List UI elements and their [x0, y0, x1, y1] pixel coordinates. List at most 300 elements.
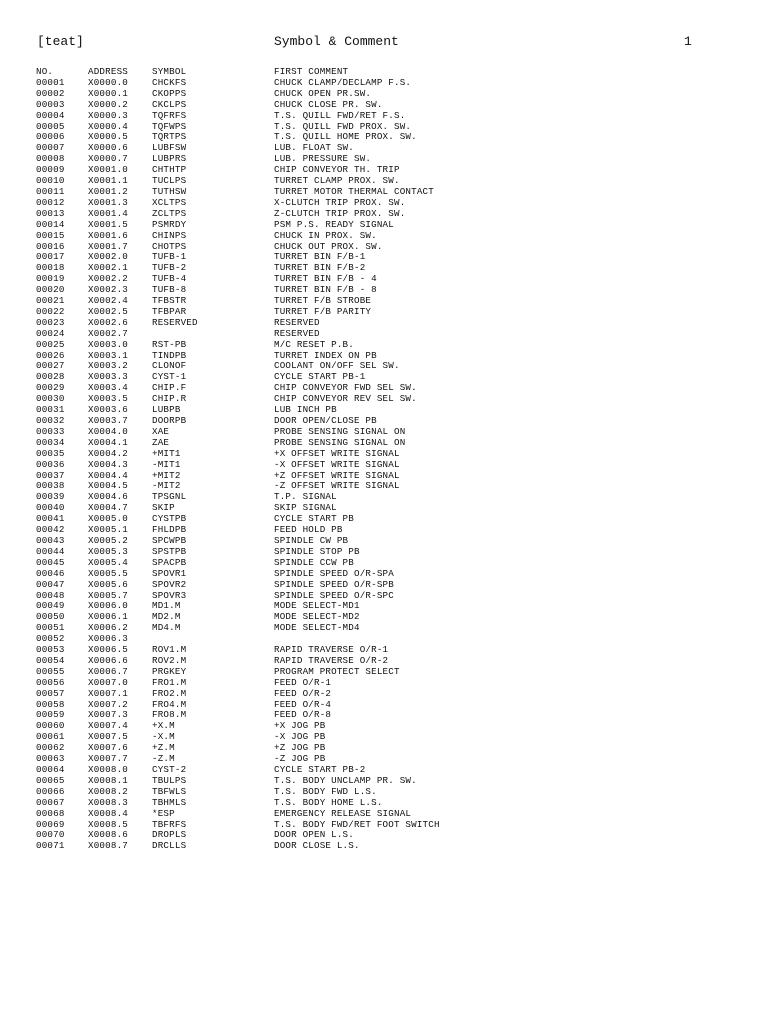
row-comment: RESERVED — [274, 317, 320, 328]
row-address: X0007.6 — [88, 743, 128, 754]
row-comment: TURRET INDEX ON PB — [274, 350, 377, 361]
table-row — [36, 220, 564, 231]
row-comment: RAPID TRAVERSE O/R-1 — [274, 645, 389, 656]
symbol-table — [36, 67, 564, 852]
row-address: X0001.3 — [88, 197, 128, 208]
row-address: X0001.4 — [88, 208, 128, 219]
row-address: X0002.6 — [88, 317, 128, 328]
row-comment: EMERGENCY RELEASE SIGNAL — [274, 808, 412, 819]
row-address: X0006.3 — [88, 634, 128, 645]
table-row — [36, 645, 564, 656]
table-row — [36, 612, 564, 623]
row-symbol: TUFB-1 — [152, 252, 187, 263]
row-address: X0003.6 — [88, 405, 128, 416]
row-symbol: SPOVR3 — [152, 590, 187, 601]
row-symbol: DRCLLS — [152, 841, 187, 852]
row-comment: DOOR OPEN L.S. — [274, 830, 354, 841]
table-row — [36, 143, 564, 154]
row-number: 00055 — [36, 666, 65, 677]
row-symbol: PRGKEY — [152, 666, 187, 677]
row-address: X0002.2 — [88, 274, 128, 285]
row-symbol: DROPLS — [152, 830, 187, 841]
row-comment: TURRET BIN F/B-2 — [274, 263, 366, 274]
table-row — [36, 492, 564, 503]
row-number: 00019 — [36, 274, 65, 285]
row-address: X0004.3 — [88, 459, 128, 470]
row-number: 00056 — [36, 677, 65, 688]
row-comment: LUB INCH PB — [274, 405, 337, 416]
row-comment: TURRET BIN F/B - 8 — [274, 285, 377, 296]
row-comment: CYCLE START PB-2 — [274, 765, 366, 775]
row-comment: TURRET F/B STROBE — [274, 296, 372, 307]
table-row — [36, 634, 564, 645]
row-comment: CHUCK IN PROX. SW. — [274, 230, 377, 241]
row-symbol: XCLTPS — [152, 197, 187, 208]
row-comment: TURRET CLAMP PROX. SW. — [274, 176, 400, 187]
table-row — [36, 776, 564, 787]
row-comment: FEED O/R-8 — [274, 710, 332, 721]
row-number: 00069 — [36, 819, 65, 830]
row-address: X0003.5 — [88, 394, 128, 405]
row-symbol: -MIT1 — [152, 459, 181, 470]
row-number: 00015 — [36, 230, 65, 241]
row-comment: SKIP SIGNAL — [274, 503, 337, 514]
row-comment: T.S. BODY UNCLAMP PR. SW. — [274, 775, 417, 786]
row-number: 00032 — [36, 416, 65, 426]
row-number: 00043 — [36, 535, 65, 546]
row-address: X0004.0 — [88, 426, 128, 437]
row-comment: SPINDLE SPEED O/R-SPA — [274, 568, 394, 579]
row-address: X0002.4 — [88, 296, 128, 307]
row-number: 00051 — [36, 623, 65, 634]
row-symbol: CKOPPS — [152, 88, 187, 99]
row-symbol: CHOTPS — [152, 241, 187, 252]
table-row — [36, 351, 564, 362]
row-comment: T.P. SIGNAL — [274, 492, 337, 503]
row-comment: CHUCK CLOSE PR. SW. — [274, 99, 383, 110]
row-symbol: CYSTPB — [152, 514, 187, 525]
row-symbol: MD4.M — [152, 623, 181, 634]
table-row — [36, 765, 564, 776]
row-comment: T.S. QUILL FWD PROX. SW. — [274, 121, 412, 132]
row-symbol: CHIP.F — [152, 383, 187, 394]
row-address: X0007.7 — [88, 754, 128, 765]
table-row — [36, 471, 564, 482]
row-number: 00001 — [36, 77, 65, 88]
row-address: X0008.5 — [88, 819, 128, 830]
row-symbol: RST-PB — [152, 339, 187, 350]
row-number: 00054 — [36, 655, 65, 666]
row-number: 00037 — [36, 470, 65, 481]
row-number: 00066 — [36, 786, 65, 797]
row-number: 00022 — [36, 306, 65, 317]
table-row — [36, 89, 564, 100]
row-address: X0002.1 — [88, 263, 128, 274]
row-address: X0007.3 — [88, 710, 128, 721]
row-address: X0005.0 — [88, 514, 128, 525]
table-row — [36, 187, 564, 198]
row-number: 00009 — [36, 165, 65, 176]
row-symbol: +X.M — [152, 721, 175, 732]
row-address: X0001.2 — [88, 186, 128, 197]
row-comment: FEED O/R-4 — [274, 699, 332, 710]
table-row — [36, 558, 564, 569]
row-symbol: CHINPS — [152, 230, 187, 241]
row-comment: CHIP CONVEYOR TH. TRIP — [274, 165, 400, 176]
row-address: X0006.2 — [88, 623, 128, 634]
row-symbol: FRO4.M — [152, 699, 187, 710]
row-number: 00047 — [36, 579, 65, 590]
row-address: X0002.0 — [88, 252, 128, 263]
row-symbol: TQRTPS — [152, 132, 187, 143]
row-comment: +Z JOG PB — [274, 743, 326, 754]
table-row — [36, 591, 564, 602]
row-comment: MODE SELECT-MD2 — [274, 612, 360, 623]
row-comment: PSM P.S. READY SIGNAL — [274, 219, 394, 230]
row-comment: +X JOG PB — [274, 721, 326, 732]
row-symbol: TUFB-2 — [152, 263, 187, 274]
table-row — [36, 787, 564, 798]
row-address: X0003.3 — [88, 372, 128, 383]
row-comment: -Z JOG PB — [274, 754, 326, 765]
table-row — [36, 252, 564, 263]
row-address: X0008.0 — [88, 765, 128, 775]
row-comment: T.S. QUILL FWD/RET F.S. — [274, 110, 406, 121]
table-row — [36, 525, 564, 536]
row-number: 00018 — [36, 263, 65, 274]
row-address: X0000.0 — [88, 77, 128, 88]
table-body — [36, 78, 564, 852]
row-symbol: MD2.M — [152, 612, 181, 623]
table-row — [36, 78, 564, 89]
row-number: 00024 — [36, 328, 65, 339]
row-address: X0003.4 — [88, 383, 128, 394]
row-comment: T.S. BODY HOME L.S. — [274, 797, 383, 808]
row-number: 00045 — [36, 557, 65, 568]
row-comment: CHIP CONVEYOR FWD SEL SW. — [274, 383, 417, 394]
row-comment: TURRET BIN F/B - 4 — [274, 274, 377, 285]
row-address: X0001.6 — [88, 230, 128, 241]
row-symbol: TBFRFS — [152, 819, 187, 830]
row-comment: COOLANT ON/OFF SEL SW. — [274, 361, 400, 372]
row-symbol: MD1.M — [152, 601, 181, 612]
row-symbol: SPSTPB — [152, 546, 187, 557]
table-row — [36, 460, 564, 471]
table-header-row — [36, 67, 564, 78]
row-symbol: LUBPRS — [152, 154, 187, 165]
row-comment: SPINDLE SPEED O/R-SPB — [274, 579, 394, 590]
row-address: X0005.7 — [88, 590, 128, 601]
row-comment: DOOR OPEN/CLOSE PB — [274, 416, 377, 426]
row-symbol: -MIT2 — [152, 481, 181, 492]
row-symbol: FRO1.M — [152, 677, 187, 688]
row-comment: FEED O/R-1 — [274, 677, 332, 688]
row-address: X0004.7 — [88, 503, 128, 514]
row-number: 00007 — [36, 143, 65, 154]
row-address: X0004.5 — [88, 481, 128, 492]
row-number: 00067 — [36, 797, 65, 808]
row-comment: CHUCK OPEN PR.SW. — [274, 88, 372, 99]
row-number: 00070 — [36, 830, 65, 841]
row-address: X0005.2 — [88, 535, 128, 546]
row-comment: TURRET BIN F/B-1 — [274, 252, 366, 263]
row-address: X0007.1 — [88, 688, 128, 699]
row-number: 00020 — [36, 285, 65, 296]
table-row — [36, 721, 564, 732]
table-row — [36, 263, 564, 274]
table-row — [36, 285, 564, 296]
row-comment: PROBE SENSING SIGNAL ON — [274, 437, 406, 448]
row-symbol: ROV1.M — [152, 645, 187, 656]
table-row — [36, 394, 564, 405]
row-address: X0006.6 — [88, 655, 128, 666]
table-row — [36, 122, 564, 133]
row-symbol: TFBPAR — [152, 306, 187, 317]
row-comment: PROGRAM PROTECT SELECT — [274, 666, 400, 677]
row-address: X0008.1 — [88, 775, 128, 786]
row-address: X0004.4 — [88, 470, 128, 481]
row-symbol: XAE — [152, 426, 170, 437]
row-symbol: TFBSTR — [152, 296, 187, 307]
row-symbol: SPACPB — [152, 557, 187, 568]
row-comment: -Z OFFSET WRITE SIGNAL — [274, 481, 400, 492]
table-row — [36, 307, 564, 318]
file-name: [teat] — [37, 34, 84, 49]
row-symbol: TBULPS — [152, 775, 187, 786]
table-row — [36, 830, 564, 841]
table-row — [36, 405, 564, 416]
row-number: 00017 — [36, 252, 65, 263]
table-row — [36, 154, 564, 165]
row-number: 00039 — [36, 492, 65, 503]
table-row — [36, 438, 564, 449]
row-symbol: TBHMLS — [152, 797, 187, 808]
row-symbol: CHTHTP — [152, 165, 187, 176]
row-address: X0008.6 — [88, 830, 128, 841]
row-symbol: FRO8.M — [152, 710, 187, 721]
row-symbol: FRO2.M — [152, 688, 187, 699]
row-comment: T.S. BODY FWD/RET FOOT SWITCH — [274, 819, 440, 830]
row-number: 00026 — [36, 350, 65, 361]
table-row — [36, 667, 564, 678]
row-address: X0004.1 — [88, 437, 128, 448]
row-number: 00059 — [36, 710, 65, 721]
table-row — [36, 547, 564, 558]
row-address: X0000.4 — [88, 121, 128, 132]
row-symbol: TUFB-8 — [152, 285, 187, 296]
row-number: 00058 — [36, 699, 65, 710]
column-header-comment: FIRST COMMENT — [274, 67, 349, 77]
row-number: 00060 — [36, 721, 65, 732]
row-comment: LUB. FLOAT SW. — [274, 143, 354, 154]
row-symbol: TBFWLS — [152, 786, 187, 797]
row-symbol: TPSGNL — [152, 492, 187, 503]
row-symbol: PSMRDY — [152, 219, 187, 230]
row-number: 00004 — [36, 110, 65, 121]
row-address: X0003.1 — [88, 350, 128, 361]
table-row — [36, 754, 564, 765]
page-number: 1 — [684, 34, 692, 49]
row-address: X0004.2 — [88, 448, 128, 459]
row-address: X0001.5 — [88, 219, 128, 230]
row-number: 00029 — [36, 383, 65, 394]
row-comment: -X OFFSET WRITE SIGNAL — [274, 459, 400, 470]
row-comment: SPINDLE SPEED O/R-SPC — [274, 590, 394, 601]
row-symbol: CLONOF — [152, 361, 187, 372]
table-row — [36, 372, 564, 383]
table-row — [36, 580, 564, 591]
row-number: 00040 — [36, 503, 65, 514]
row-number: 00038 — [36, 481, 65, 492]
row-number: 00021 — [36, 296, 65, 307]
page-title: Symbol & Comment — [274, 34, 399, 49]
page-header — [0, 0, 768, 60]
row-symbol: +Z.M — [152, 743, 175, 754]
row-address: X0005.1 — [88, 525, 128, 536]
row-symbol: SPCWPB — [152, 535, 187, 546]
row-number: 00053 — [36, 645, 65, 656]
row-comment: RAPID TRAVERSE O/R-2 — [274, 655, 389, 666]
column-header-symbol: SYMBOL — [152, 67, 187, 77]
row-address: X0005.6 — [88, 579, 128, 590]
row-number: 00046 — [36, 568, 65, 579]
row-number: 00005 — [36, 121, 65, 132]
row-number: 00023 — [36, 317, 65, 328]
row-number: 00030 — [36, 394, 65, 405]
row-comment: TURRET MOTOR THERMAL CONTACT — [274, 186, 434, 197]
row-number: 00025 — [36, 339, 65, 350]
row-symbol: *ESP — [152, 808, 175, 819]
row-number: 00035 — [36, 448, 65, 459]
row-symbol: CYST-1 — [152, 372, 187, 383]
row-comment: DOOR CLOSE L.S. — [274, 841, 360, 852]
row-number: 00052 — [36, 634, 65, 645]
row-symbol: TUCLPS — [152, 176, 187, 187]
row-address: X0001.1 — [88, 176, 128, 187]
row-number: 00011 — [36, 186, 65, 197]
table-row — [36, 689, 564, 700]
row-address: X0005.4 — [88, 557, 128, 568]
row-comment: +X OFFSET WRITE SIGNAL — [274, 448, 400, 459]
row-address: X0000.3 — [88, 110, 128, 121]
row-comment: CHUCK OUT PROX. SW. — [274, 241, 383, 252]
row-comment: CYCLE START PB-1 — [274, 372, 366, 383]
row-address: X0000.1 — [88, 88, 128, 99]
row-address: X0004.6 — [88, 492, 128, 503]
row-comment: CHIP CONVEYOR REV SEL SW. — [274, 394, 417, 405]
table-row — [36, 176, 564, 187]
row-address: X0007.2 — [88, 699, 128, 710]
table-row — [36, 231, 564, 242]
row-comment: T.S. QUILL HOME PROX. SW. — [274, 132, 417, 143]
row-comment: SPINDLE CCW PB — [274, 557, 354, 568]
table-row — [36, 503, 564, 514]
row-symbol: LUBFSW — [152, 143, 187, 154]
row-comment: TURRET F/B PARITY — [274, 306, 372, 317]
row-comment: MODE SELECT-MD1 — [274, 601, 360, 612]
row-number: 00057 — [36, 688, 65, 699]
row-symbol: ZCLTPS — [152, 208, 187, 219]
row-number: 00031 — [36, 405, 65, 416]
row-number: 00033 — [36, 426, 65, 437]
row-number: 00044 — [36, 546, 65, 557]
row-address: X0002.7 — [88, 328, 128, 339]
row-comment: MODE SELECT-MD4 — [274, 623, 360, 634]
row-address: X0007.4 — [88, 721, 128, 732]
row-symbol: -Z.M — [152, 754, 175, 765]
row-comment: FEED O/R-2 — [274, 688, 332, 699]
row-number: 00010 — [36, 176, 65, 187]
row-address: X0008.7 — [88, 841, 128, 852]
row-comment — [274, 634, 564, 645]
row-symbol: FHLDPB — [152, 525, 187, 536]
row-number: 00008 — [36, 154, 65, 165]
table-row — [36, 798, 564, 809]
row-comment: SPINDLE CW PB — [274, 535, 349, 546]
row-symbol: +MIT2 — [152, 470, 181, 481]
table-row — [36, 340, 564, 351]
column-header-address: ADDRESS — [88, 67, 128, 77]
row-number: 00042 — [36, 525, 65, 536]
row-number: 00064 — [36, 765, 65, 775]
row-number: 00014 — [36, 219, 65, 230]
row-address: X0008.3 — [88, 797, 128, 808]
table-row — [36, 427, 564, 438]
row-comment: -X JOG PB — [274, 732, 326, 743]
row-symbol: LUBPB — [152, 405, 181, 416]
row-address: X0002.3 — [88, 285, 128, 296]
table-row — [36, 601, 564, 612]
row-symbol: CHIP.R — [152, 394, 187, 405]
table-row — [36, 111, 564, 122]
table-row — [36, 710, 564, 721]
row-number: 00027 — [36, 361, 65, 372]
row-address: X0000.2 — [88, 99, 128, 110]
table-row — [36, 809, 564, 820]
row-symbol: DOORPB — [152, 416, 187, 426]
row-symbol: CHCKFS — [152, 77, 187, 88]
row-address: X0003.0 — [88, 339, 128, 350]
row-symbol: -X.M — [152, 732, 175, 743]
row-symbol: CKCLPS — [152, 99, 187, 110]
row-number: 00068 — [36, 808, 65, 819]
row-comment: FEED HOLD PB — [274, 525, 343, 536]
row-address: X0001.0 — [88, 165, 128, 176]
row-symbol: ZAE — [152, 437, 170, 448]
row-number: 00063 — [36, 754, 65, 765]
row-symbol: +MIT1 — [152, 448, 181, 459]
row-comment: T.S. BODY FWD L.S. — [274, 786, 377, 797]
row-address: X0006.1 — [88, 612, 128, 623]
row-symbol — [152, 634, 274, 645]
row-number: 00002 — [36, 88, 65, 99]
row-address: X0007.5 — [88, 732, 128, 743]
row-symbol: TUTHSW — [152, 186, 187, 197]
row-address: X0006.0 — [88, 601, 128, 612]
row-comment: SPINDLE STOP PB — [274, 546, 360, 557]
table-row — [36, 514, 564, 525]
row-symbol: ROV2.M — [152, 655, 187, 666]
row-address: X0007.0 — [88, 677, 128, 688]
table-row — [36, 318, 564, 329]
row-number: 00013 — [36, 208, 65, 219]
row-number: 00041 — [36, 514, 65, 525]
row-address: X0002.5 — [88, 306, 128, 317]
table-row — [36, 623, 564, 634]
row-address: X0000.7 — [88, 154, 128, 165]
row-address: X0005.3 — [88, 546, 128, 557]
table-row — [36, 329, 564, 340]
